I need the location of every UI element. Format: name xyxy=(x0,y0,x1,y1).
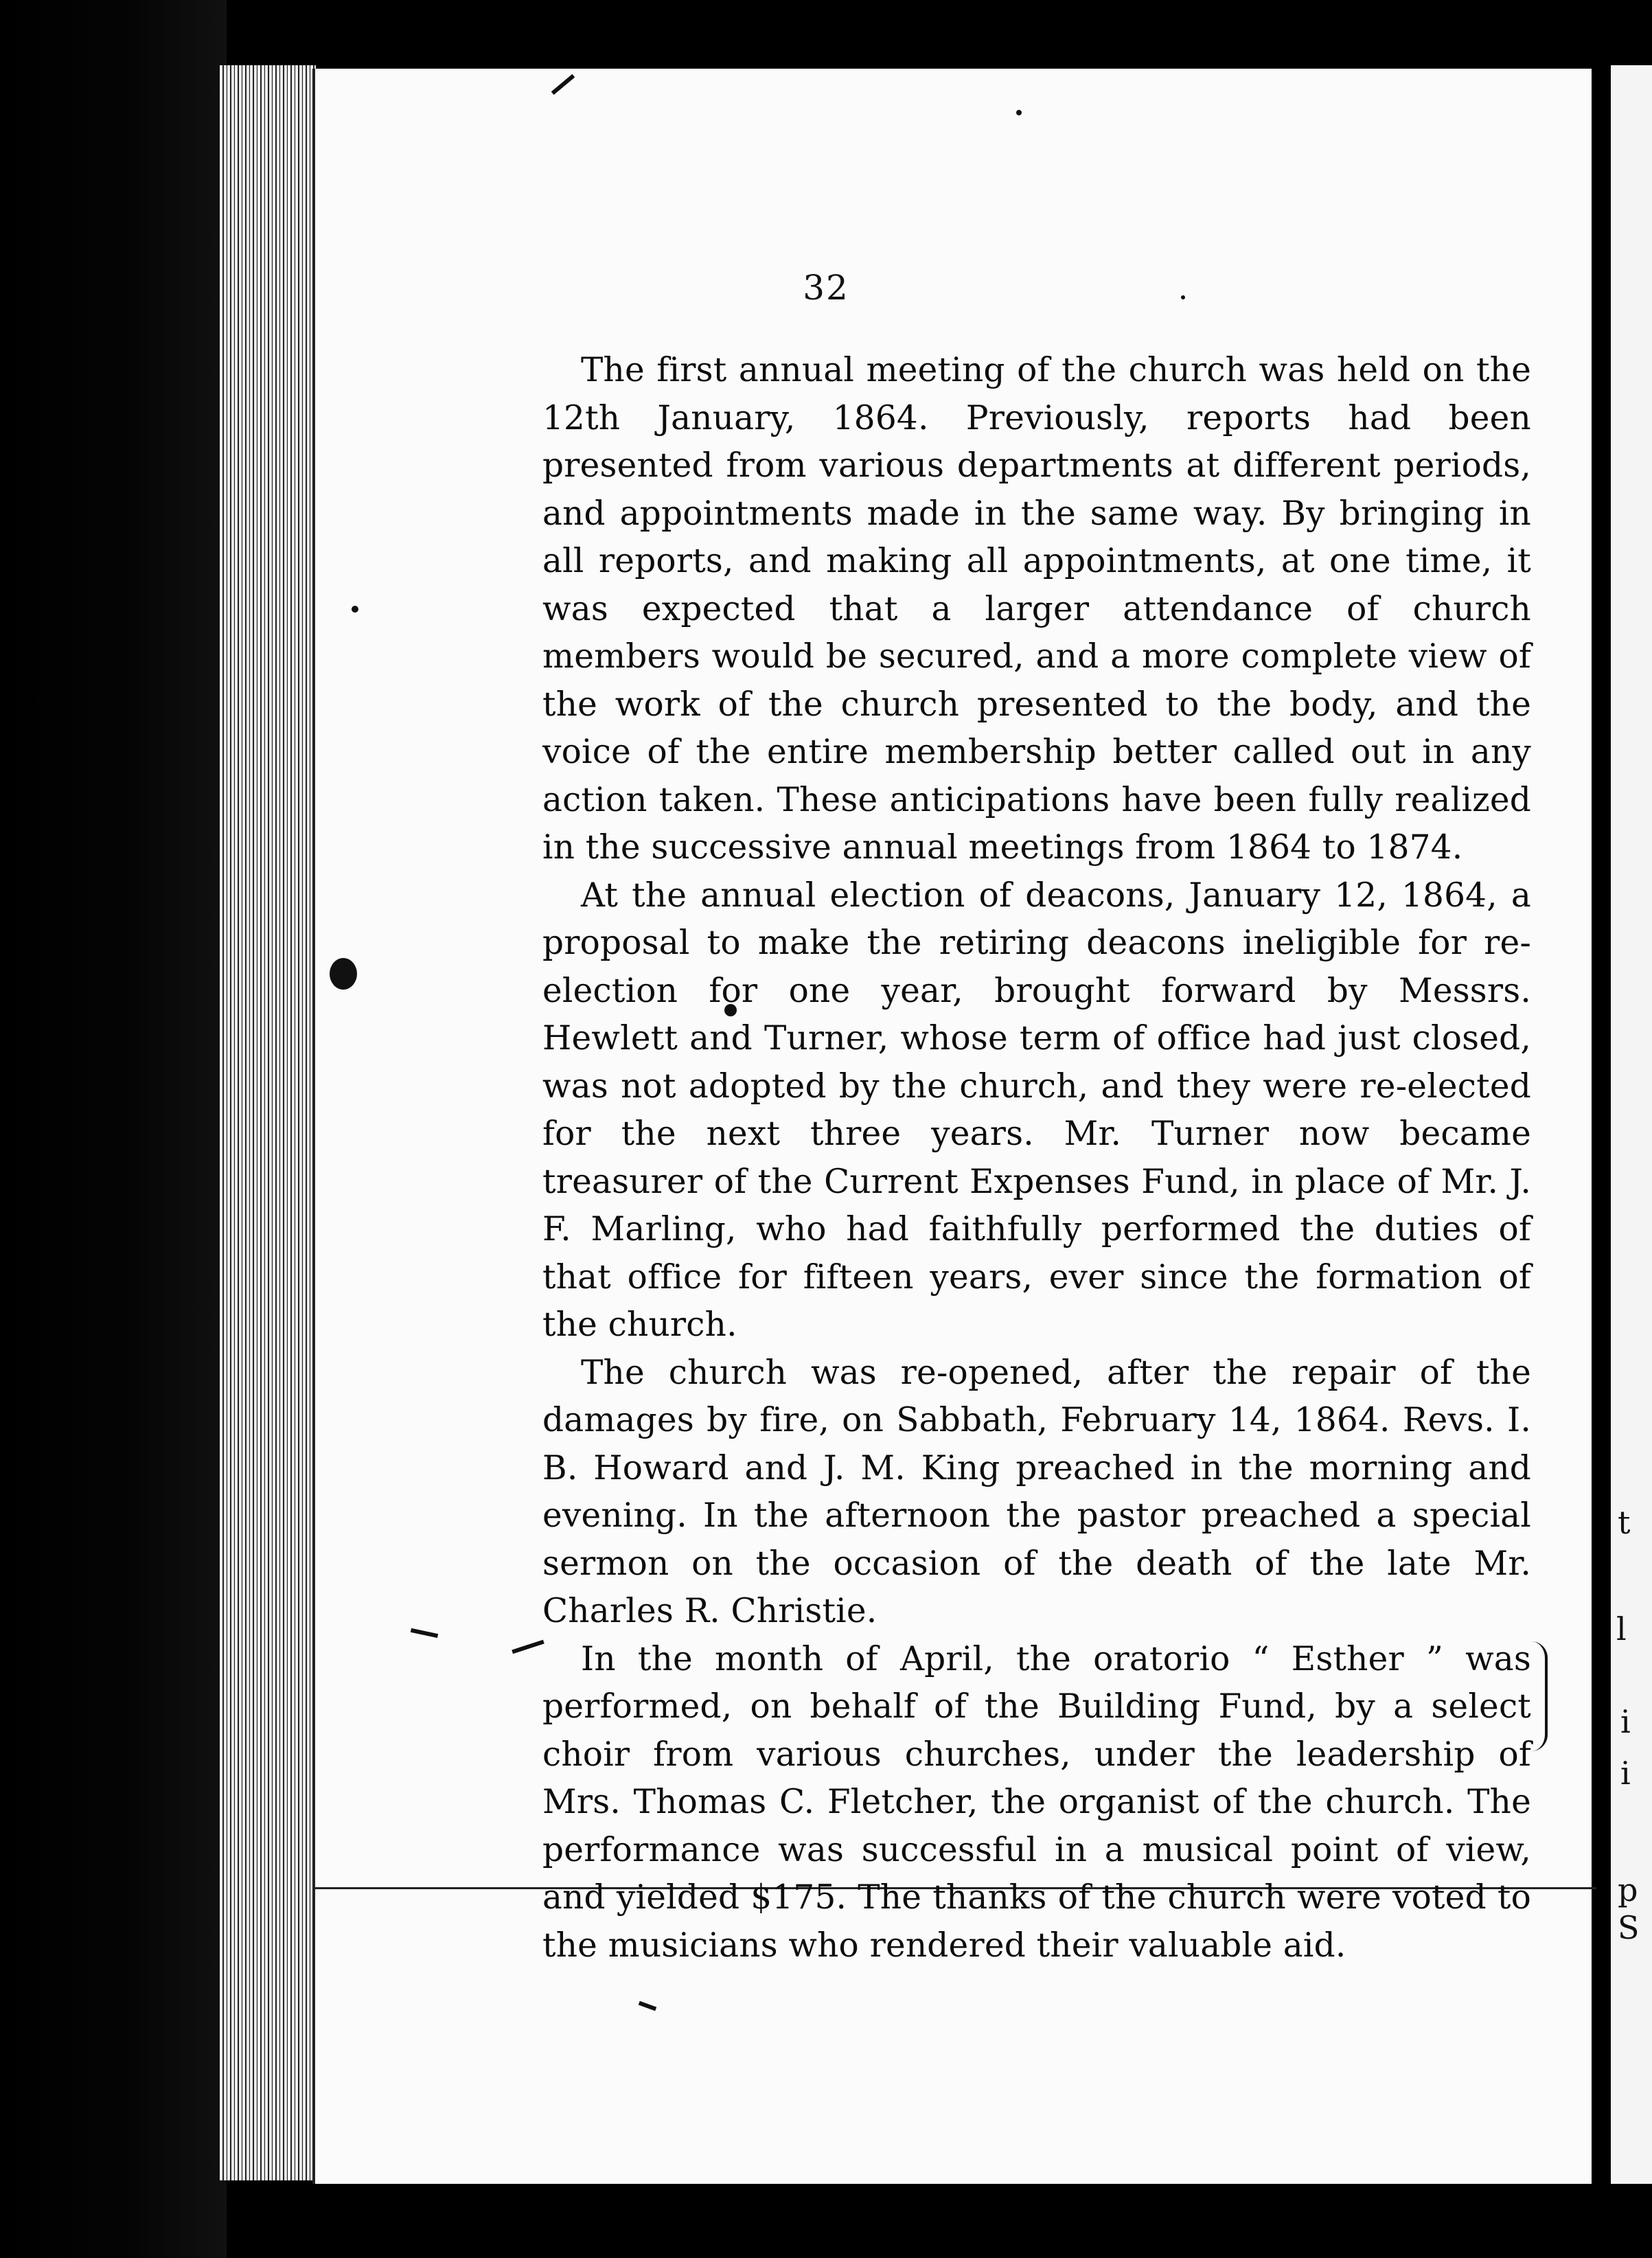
paragraph-oratorio: In the month of April, the oratorio “ Esther ” was performed, on behalf of the Building Fund, by a select choir from various churches, under the leadership of Mrs. Thomas C. Fletcher, the organist of the church. The performance was successful in a musical point of view, and yielded $175. The thanks of the church were voted to the musicians who rendered their valuable aid. xyxy=(542,1639,1531,1965)
page-number: 32 xyxy=(803,268,849,308)
ink-speck xyxy=(1016,110,1022,115)
page-edges xyxy=(220,65,316,2180)
page-divider xyxy=(1592,65,1611,2184)
next-page-fragment: t xyxy=(1618,1504,1631,1541)
next-page-sliver xyxy=(1611,65,1652,2184)
paragraph-deacon-election: At the annual election of deacons, January 12, 1864, a proposal to make the retiring deacons ineligible for re-election for one year, brought forward by Messrs. Hewlett and Turner, whose term of office had just closed, was not adopted by the church, and they were re-elected for the next three years. Mr. Turner now became treasurer of the Current Expenses Fund, in place of Mr. J. F. Marling, who had faithfully performed the duties of that office for fifteen years, ever since the formation of the church. xyxy=(542,876,1531,1344)
paragraph-annual-meeting: The first annual meeting of the church was held on the 12th January, 1864. Previously, reports had been presented from various departments at different periods, and appointments made in the same way. By bringing in all reports, and making all appointments, at one time, it was expected that a larger attendance of church members would be secured, and a more complete view of the work of the church presented to the body, and the voice of the entire membership better called out in any action taken. These anticipations have been fully realized in the successive annual meetings from 1864 to 1874. xyxy=(542,351,1531,867)
margin-bracket xyxy=(1531,1641,1548,1751)
book-gutter xyxy=(0,0,227,2258)
next-page-fragment: p xyxy=(1618,1871,1638,1908)
next-page-fragment: S xyxy=(1618,1909,1640,1946)
next-page-fragment: i xyxy=(1620,1755,1631,1792)
paragraph-church-reopened: The church was re-opened, after the repair of the damages by fire, on Sabbath, February 14, 1864. Revs. I. B. Howard and J. M. King preached in the morning and evening. In the afternoon the pastor preached a special sermon on the occasion of the death of the late Mr. Charles R. Christie. xyxy=(542,1353,1531,1630)
ink-speck xyxy=(352,606,358,613)
next-page-fragment: l xyxy=(1616,1610,1627,1647)
body-text xyxy=(542,347,1531,1970)
ink-blot xyxy=(330,958,357,990)
next-page-fragment: i xyxy=(1620,1703,1631,1740)
